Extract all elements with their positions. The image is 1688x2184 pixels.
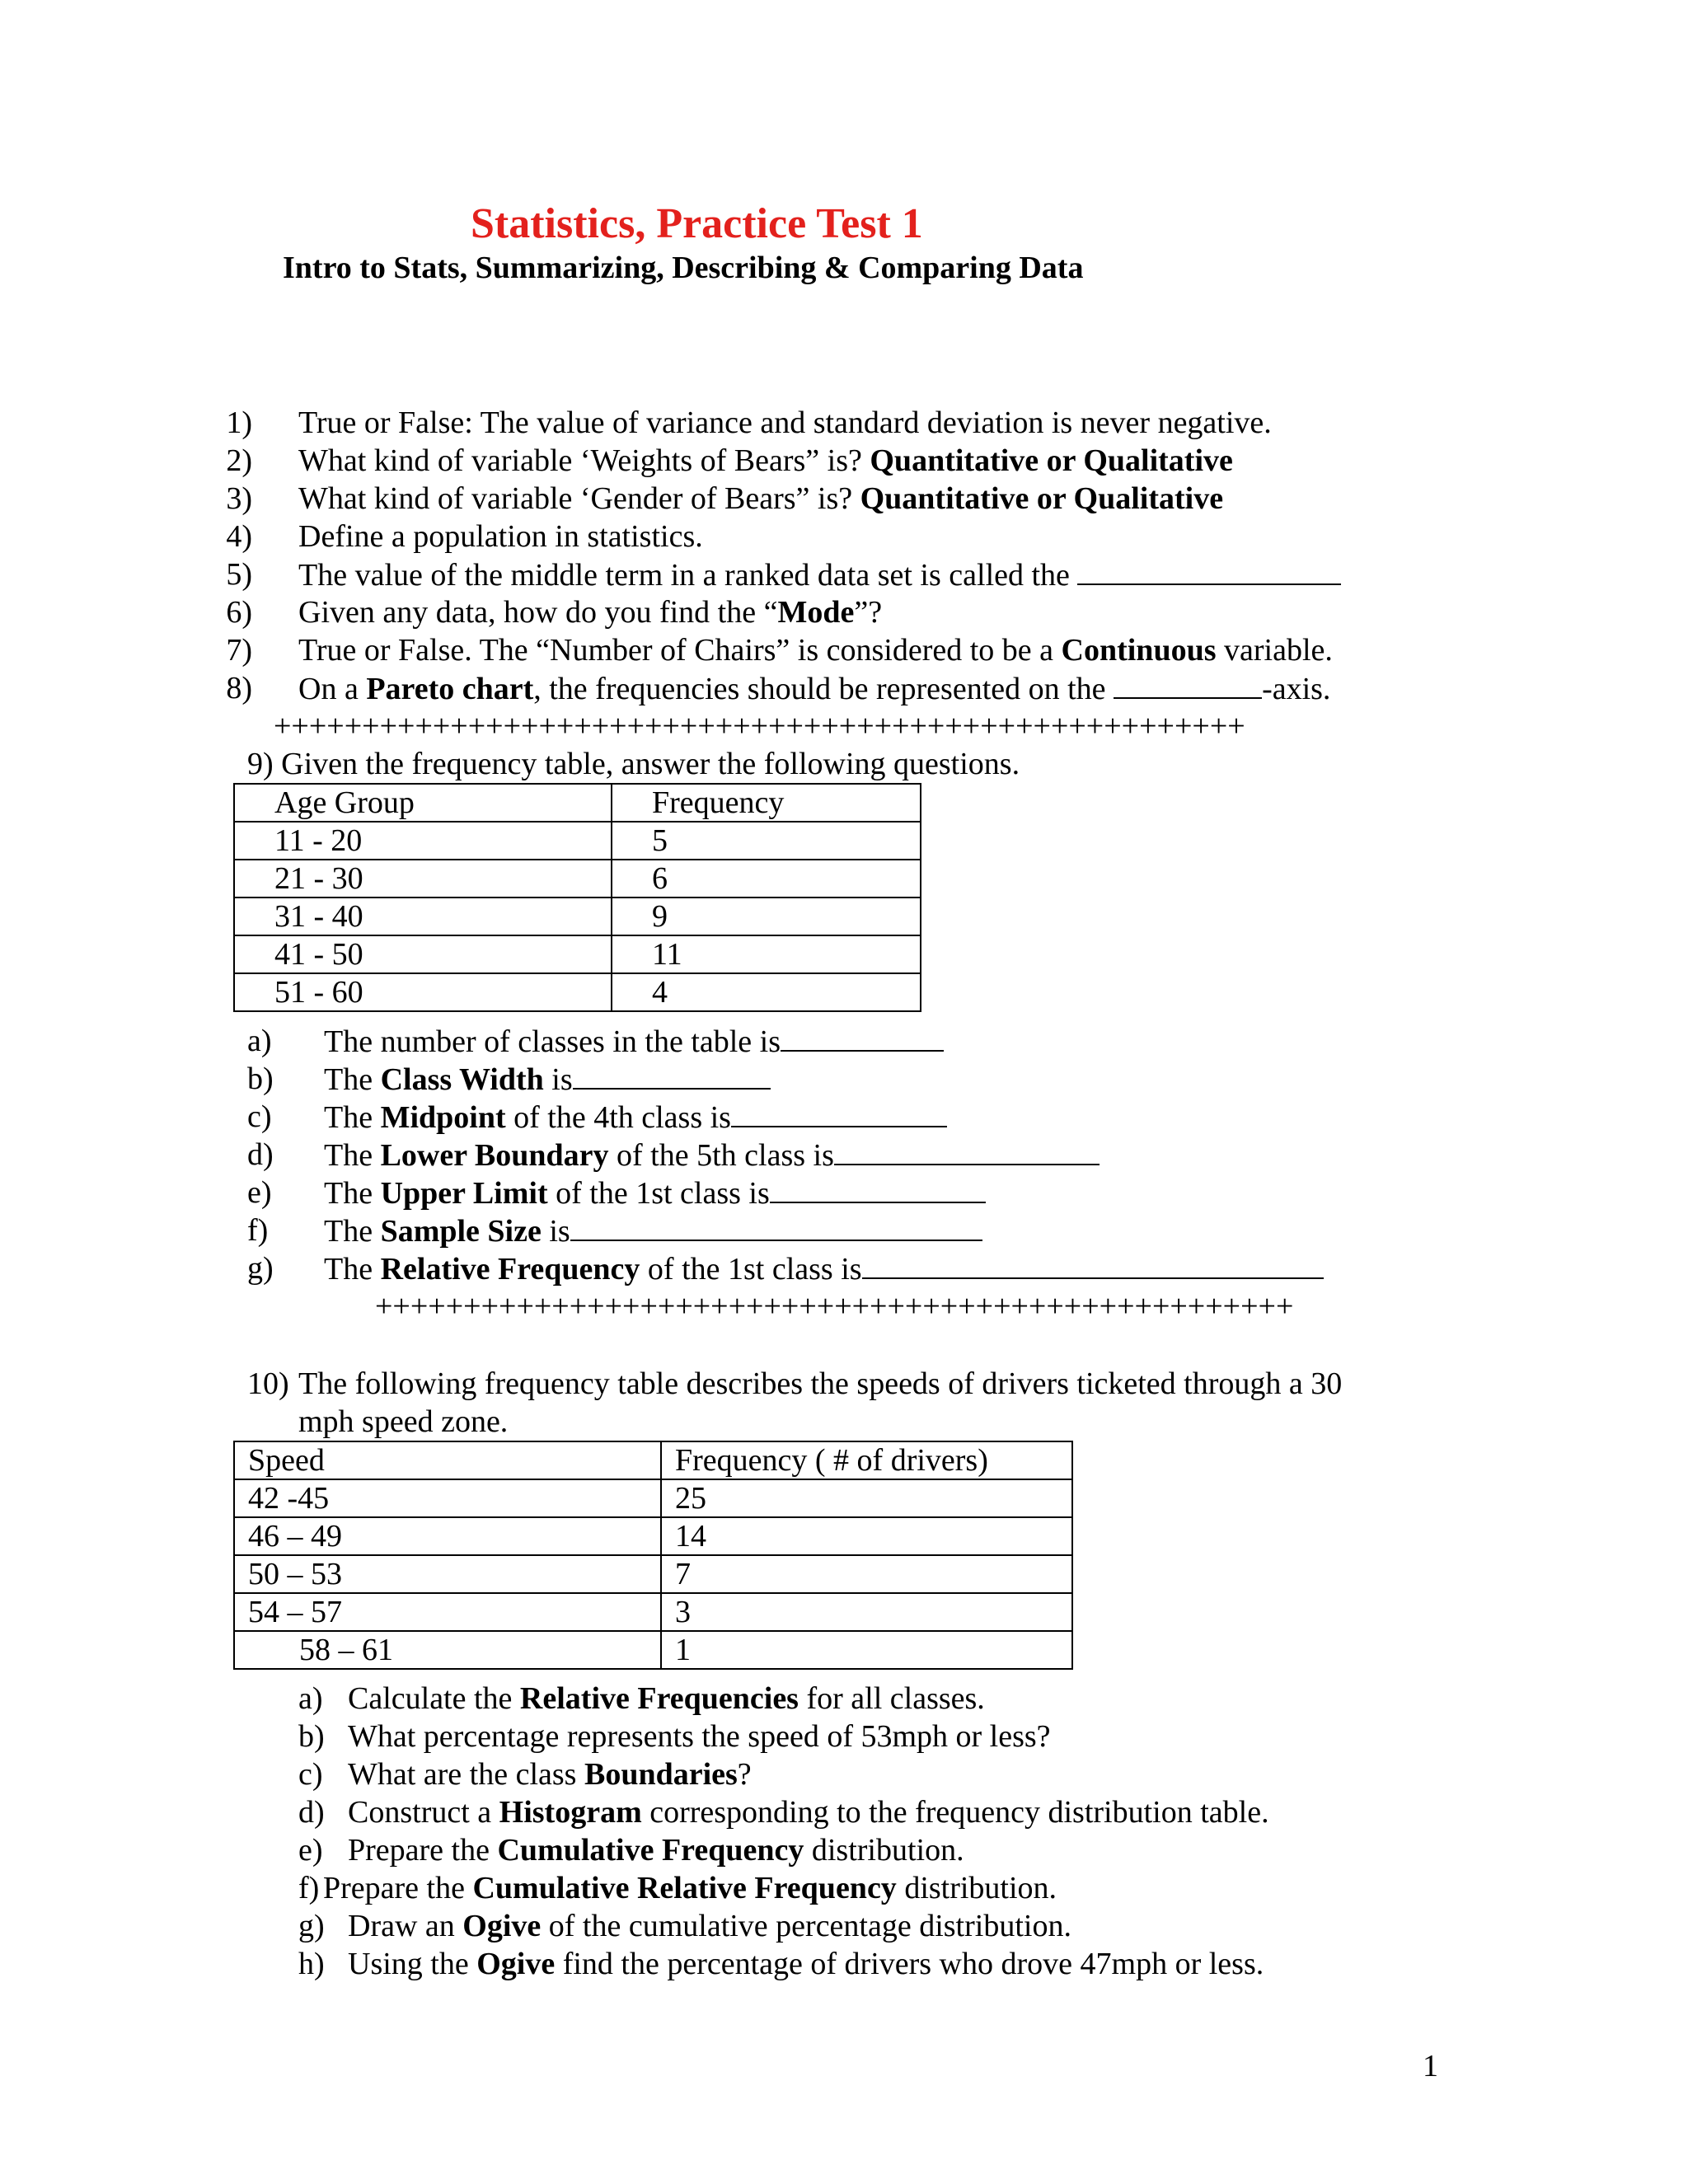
table-cell: 6	[612, 860, 921, 898]
separator-line: ++++++++++++++++++++++++++++++++++++++++++++++++++++	[375, 1289, 1294, 1324]
question-10-intro-line2: mph speed zone.	[298, 1404, 509, 1439]
table-row	[234, 822, 921, 860]
question-number: 5)	[226, 557, 252, 592]
subquestion-text: The Relative Frequency of the 1st class is	[324, 1249, 1324, 1288]
subquestion-text: The Class Width is	[324, 1060, 771, 1099]
table-cell: 31 - 40	[234, 898, 612, 935]
subquestion-letter: d)	[247, 1137, 274, 1172]
question-9-intro: 9) Given the frequency table, answer the following questions.	[247, 747, 1020, 781]
age-frequency-table	[233, 783, 921, 1012]
table-cell: 51 - 60	[234, 973, 612, 1011]
table-cell: 1	[661, 1631, 1072, 1669]
answer-blank[interactable]	[781, 1022, 944, 1052]
question-text: What kind of variable ‘Weights of Bears” is? Quantitative or Qualitative	[298, 443, 1233, 478]
answer-blank[interactable]	[834, 1136, 1100, 1165]
table-cell: 41 - 50	[234, 935, 612, 973]
table-row	[234, 1479, 1072, 1517]
question-number: 3)	[226, 481, 252, 516]
question-text: True or False. The “Number of Chairs” is considered to be a Continuous variable.	[298, 633, 1333, 668]
page-subtitle: Intro to Stats, Summarizing, Describing & Comparing Data	[283, 251, 1084, 285]
table-cell: 42 -45	[234, 1479, 661, 1517]
subquestion-text: What percentage represents the speed of 53mph or less?	[348, 1719, 1051, 1754]
table-row	[234, 1555, 1072, 1593]
question-text: Define a population in statistics.	[298, 519, 703, 554]
subquestion-letter: g)	[298, 1909, 325, 1943]
table-cell: 50 – 53	[234, 1555, 661, 1593]
page-title: Statistics, Practice Test 1	[471, 200, 923, 247]
answer-blank[interactable]	[862, 1249, 1324, 1279]
question-text: The value of the middle term in a ranked data set is called the	[298, 555, 1341, 594]
table-header: Frequency	[612, 784, 921, 822]
subquestion-letter: h)	[298, 1947, 325, 1981]
table-row	[234, 898, 921, 935]
table-row	[234, 860, 921, 898]
answer-blank[interactable]	[570, 1212, 982, 1241]
question-text: What kind of variable ‘Gender of Bears” is? Quantitative or Qualitative	[298, 481, 1224, 516]
question-number: 1)	[226, 405, 252, 440]
subquestion-text: Using the Ogive find the percentage of drivers who drove 47mph or less.	[348, 1947, 1264, 1981]
subquestion-letter: g)	[247, 1251, 274, 1286]
table-cell: 11	[612, 935, 921, 973]
page-number: 1	[1423, 2049, 1438, 2083]
table-cell: 7	[661, 1555, 1072, 1593]
subquestion-text: Draw an Ogive of the cumulative percentage distribution.	[348, 1909, 1071, 1943]
table-header: Speed	[234, 1441, 661, 1479]
subquestion-letter: e)	[298, 1833, 323, 1868]
question-number: 6)	[226, 595, 252, 630]
table-row	[234, 1631, 1072, 1669]
table-header-row	[234, 784, 921, 822]
subquestion-text: The Sample Size is	[324, 1212, 982, 1250]
subquestion-text: The number of classes in the table is	[324, 1022, 944, 1061]
answer-blank[interactable]	[1077, 555, 1341, 585]
table-cell: 11 - 20	[234, 822, 612, 860]
table-cell: 5	[612, 822, 921, 860]
subquestion-text: Prepare the Cumulative Relative Frequency distribution.	[323, 1871, 1057, 1905]
subquestion-text: What are the class Boundaries?	[348, 1757, 752, 1792]
question-10-number: 10)	[247, 1366, 289, 1401]
answer-blank[interactable]	[731, 1098, 947, 1127]
table-cell: 58 – 61	[234, 1631, 661, 1669]
subquestion-letter: c)	[298, 1757, 323, 1792]
answer-blank[interactable]	[1114, 669, 1262, 699]
subquestion-text: Prepare the Cumulative Frequency distribution.	[348, 1833, 964, 1868]
subquestion-letter: d)	[298, 1795, 325, 1830]
question-number: 4)	[226, 519, 252, 554]
question-text: Given any data, how do you find the “Mode”?	[298, 595, 883, 630]
table-cell: 14	[661, 1517, 1072, 1555]
answer-blank[interactable]	[573, 1060, 771, 1090]
answer-blank[interactable]	[770, 1174, 986, 1203]
table-cell: 25	[661, 1479, 1072, 1517]
subquestion-letter: f)	[298, 1871, 320, 1905]
subquestion-letter: a)	[247, 1024, 272, 1058]
subquestion-letter: c)	[247, 1099, 272, 1134]
question-text: True or False: The value of variance and standard deviation is never negative.	[298, 405, 1272, 440]
table-cell: 4	[612, 973, 921, 1011]
table-row	[234, 1593, 1072, 1631]
subquestion-letter: a)	[298, 1681, 323, 1716]
subquestion-text: Calculate the Relative Frequencies for all classes.	[348, 1681, 985, 1716]
question-number: 7)	[226, 633, 252, 668]
table-header: Age Group	[234, 784, 612, 822]
question-number: 8)	[226, 671, 252, 705]
subquestion-text: Construct a Histogram corresponding to the frequency distribution table.	[348, 1795, 1269, 1830]
subquestion-letter: b)	[247, 1062, 274, 1096]
question-10-intro-line1: The following frequency table describes the speeds of drivers ticketed through a 30	[298, 1366, 1343, 1401]
table-cell: 54 – 57	[234, 1593, 661, 1631]
question-number: 2)	[226, 443, 252, 478]
separator-line: +++++++++++++++++++++++++++++++++++++++++++++++++++++++	[274, 709, 1245, 743]
table-row	[234, 1517, 1072, 1555]
subquestion-letter: b)	[298, 1719, 325, 1754]
subquestion-letter: f)	[247, 1213, 269, 1248]
question-text: On a Pareto chart, the frequencies should be represented on the -axis.	[298, 669, 1330, 708]
subquestion-text: The Midpoint of the 4th class is	[324, 1098, 947, 1137]
table-cell: 46 – 49	[234, 1517, 661, 1555]
table-header-row	[234, 1441, 1072, 1479]
table-row	[234, 973, 921, 1011]
table-cell: 21 - 30	[234, 860, 612, 898]
subquestion-letter: e)	[247, 1175, 272, 1210]
table-cell: 9	[612, 898, 921, 935]
table-cell: 3	[661, 1593, 1072, 1631]
subquestion-text: The Upper Limit of the 1st class is	[324, 1174, 986, 1212]
table-header: Frequency ( # of drivers)	[661, 1441, 1072, 1479]
table-row	[234, 935, 921, 973]
speed-frequency-table	[233, 1441, 1073, 1670]
subquestion-text: The Lower Boundary of the 5th class is	[324, 1136, 1100, 1174]
